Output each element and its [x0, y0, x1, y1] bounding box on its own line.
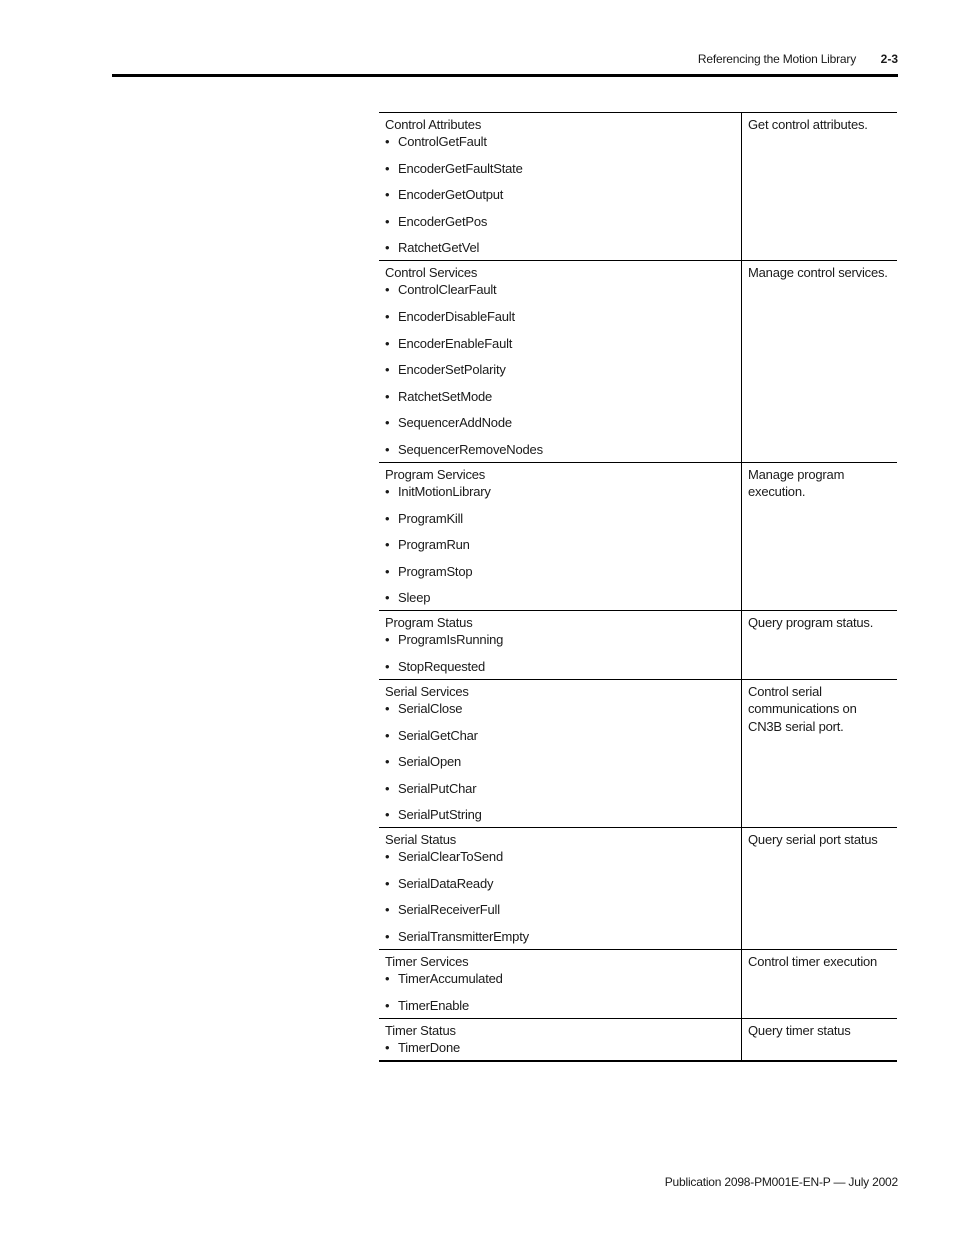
function-name: StopRequested	[398, 658, 486, 674]
bullet-icon: •	[385, 780, 390, 796]
list-item	[385, 875, 741, 892]
list-item	[385, 536, 741, 553]
list-item	[385, 483, 741, 500]
list-item	[385, 997, 741, 1014]
bullet-icon: •	[385, 875, 390, 891]
list-item	[385, 510, 741, 527]
function-name: EncoderDisableFault	[398, 308, 515, 324]
bullet-icon: •	[385, 415, 390, 431]
list-item	[385, 700, 741, 717]
description-cell: Manage program execution.	[748, 466, 845, 500]
list-item	[385, 160, 741, 177]
bullet-icon: •	[385, 483, 390, 499]
bullet-icon: •	[385, 441, 390, 457]
function-group-cell	[379, 1019, 742, 1060]
table-row	[379, 1018, 897, 1060]
bullet-icon: •	[385, 187, 390, 203]
group-title: Control Attributes	[385, 117, 482, 132]
group-title: Timer Status	[385, 1022, 456, 1038]
bullet-icon: •	[385, 510, 390, 526]
function-name: SequencerAddNode	[398, 415, 512, 431]
list-item	[385, 848, 741, 865]
bullet-icon: •	[385, 997, 390, 1013]
function-group-cell	[379, 680, 742, 827]
bullet-icon: •	[385, 282, 390, 298]
list-item	[385, 631, 741, 648]
description-cell: Control timer execution	[748, 954, 878, 970]
function-name: TimerEnable	[398, 997, 470, 1013]
function-name: SerialClose	[398, 700, 463, 716]
group-title: Timer Services	[385, 954, 469, 970]
bullet-icon: •	[385, 537, 390, 553]
function-table	[379, 112, 897, 1062]
bullet-icon: •	[385, 240, 390, 256]
group-title: Program Services	[385, 466, 486, 482]
table-row	[379, 827, 897, 949]
page-number: 2-3	[880, 52, 898, 66]
function-name: ProgramKill	[398, 510, 463, 526]
table-row	[379, 679, 897, 827]
list-item	[385, 308, 741, 325]
list-item	[385, 563, 741, 580]
table-row	[379, 462, 897, 610]
bullet-icon: •	[385, 727, 390, 743]
list-item	[385, 780, 741, 797]
bullet-icon: •	[385, 849, 390, 865]
list-item	[385, 213, 741, 230]
list-item	[385, 186, 741, 203]
description-cell: Get control attributes.	[748, 117, 868, 132]
bullet-icon: •	[385, 971, 390, 987]
list-item	[385, 239, 741, 256]
function-group-cell	[379, 950, 742, 1018]
list-item	[385, 658, 741, 675]
bullet-icon: •	[385, 658, 390, 674]
table-row	[379, 113, 897, 260]
bullet-icon: •	[385, 1039, 390, 1055]
function-name: SerialPutChar	[398, 780, 477, 796]
bullet-icon: •	[385, 362, 390, 378]
function-group-cell	[379, 113, 742, 260]
function-name: InitMotionLibrary	[398, 483, 491, 499]
function-name: RatchetGetVel	[398, 240, 480, 256]
list-item	[385, 388, 741, 405]
function-name: ProgramIsRunning	[398, 632, 504, 648]
bullet-icon: •	[385, 563, 390, 579]
list-item	[385, 753, 741, 770]
group-title: Serial Status	[385, 832, 457, 848]
bullet-icon: •	[385, 807, 390, 823]
list-item	[385, 970, 741, 987]
bullet-icon: •	[385, 700, 390, 716]
function-group-cell	[379, 463, 742, 610]
function-name: ProgramStop	[398, 563, 473, 579]
bullet-icon: •	[385, 213, 390, 229]
bullet-icon: •	[385, 754, 390, 770]
function-name: EncoderGetPos	[398, 213, 488, 229]
bullet-icon: •	[385, 929, 390, 945]
function-name: RatchetSetMode	[398, 388, 493, 404]
list-item	[385, 281, 741, 298]
function-name: TimerDone	[398, 1039, 461, 1055]
function-name: EncoderEnableFault	[398, 335, 513, 351]
group-title: Serial Services	[385, 683, 469, 699]
function-name: ControlGetFault	[398, 134, 487, 149]
bullet-icon: •	[385, 388, 390, 404]
list-item	[385, 901, 741, 918]
bullet-icon: •	[385, 308, 390, 324]
function-name: SerialPutString	[398, 807, 482, 823]
list-item	[385, 361, 741, 378]
description-cell: Query program status.	[748, 615, 874, 631]
function-group-cell	[379, 261, 742, 462]
function-name: SerialDataReady	[398, 875, 494, 891]
bullet-icon: •	[385, 902, 390, 918]
function-name: EncoderGetFaultState	[398, 160, 523, 176]
description-cell: Query serial port status	[748, 832, 878, 848]
description-cell: Control serial communications on CN3B serial port.	[748, 683, 857, 734]
table-row	[379, 949, 897, 1018]
group-title: Control Services	[385, 265, 478, 281]
function-group-cell	[379, 611, 742, 679]
function-name: ControlClearFault	[398, 282, 497, 298]
list-item	[385, 441, 741, 458]
function-name: ProgramRun	[398, 537, 470, 553]
description-cell: Manage control services.	[748, 265, 888, 281]
list-item	[385, 133, 741, 150]
list-item	[385, 335, 741, 352]
function-name: SerialGetChar	[398, 727, 478, 743]
function-name: Sleep	[398, 590, 431, 606]
description-cell: Query timer status	[748, 1022, 851, 1038]
table-row	[379, 610, 897, 679]
header-rule	[112, 74, 898, 77]
function-name: SerialOpen	[398, 754, 462, 770]
list-item	[385, 414, 741, 431]
function-name: SerialReceiverFull	[398, 902, 500, 918]
bullet-icon: •	[385, 590, 390, 606]
group-title: Program Status	[385, 615, 473, 631]
list-item	[385, 928, 741, 945]
function-name: EncoderSetPolarity	[398, 362, 506, 378]
bullet-icon: •	[385, 335, 390, 351]
function-name: SerialTransmitterEmpty	[398, 929, 529, 945]
function-name: SerialClearToSend	[398, 849, 503, 865]
function-name: TimerAccumulated	[398, 971, 503, 987]
bullet-icon: •	[385, 632, 390, 648]
section-title: Referencing the Motion Library	[697, 52, 856, 66]
list-item	[385, 1039, 741, 1056]
list-item	[385, 806, 741, 823]
bullet-icon: •	[385, 160, 390, 176]
list-item	[385, 727, 741, 744]
table-row	[379, 260, 897, 462]
function-name: EncoderGetOutput	[398, 187, 504, 203]
function-name: SequencerRemoveNodes	[398, 441, 543, 457]
function-group-cell	[379, 828, 742, 949]
bullet-icon: •	[385, 134, 390, 149]
publication-footer: Publication 2098-PM001E-EN-P — July 2002	[664, 1175, 898, 1189]
list-item	[385, 589, 741, 606]
